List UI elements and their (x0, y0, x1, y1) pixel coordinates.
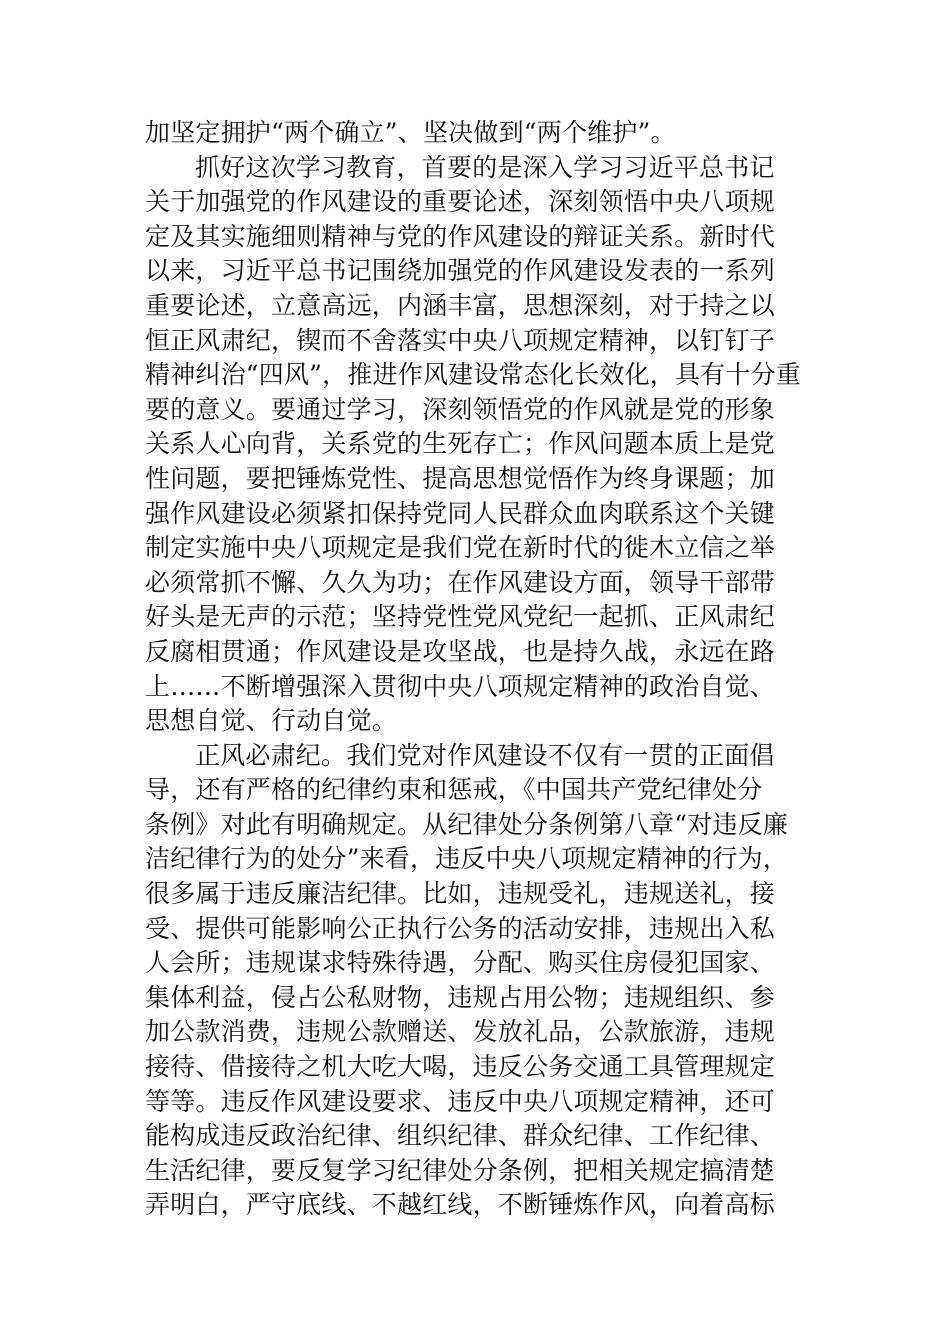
text-line: 重要论述，立意高远，内涵丰富，思想深刻，对于持之以 (145, 290, 776, 320)
text-line: 关系人心向背，关系党的生死存亡；作风问题本质上是党 (145, 429, 776, 459)
text-line: 人会所；违规谋求特殊待遇，分配、购买住房侵犯国家、 (145, 948, 776, 978)
text-line: 反腐相贯通；作风建设是攻坚战，也是持久战，永远在路 (145, 636, 776, 666)
text-line: 制定实施中央八项规定是我们党在新时代的徙木立信之举 (145, 533, 776, 563)
text-line: 很多属于违反廉洁纪律。比如，违规受礼，违规送礼，接 (145, 879, 776, 909)
text-line: 要的意义。要通过学习，深刻领悟党的作风就是党的形象 (145, 394, 776, 424)
text-line: 弄明白，严守底线、不越红线，不断锤炼作风，向着高标 (145, 1190, 776, 1220)
text-line: 生活纪律，要反复学习纪律处分条例，把相关规定搞清楚 (145, 1155, 776, 1185)
text-line: 以来，习近平总书记围绕加强党的作风建设发表的一系列 (145, 256, 776, 286)
text-line: 定及其实施细则精神与党的作风建设的辩证关系。新时代 (145, 221, 776, 251)
text-line: 性问题，要把锤炼党性、提高思想觉悟作为终身课题；加 (145, 463, 776, 493)
text-line-paragraph-end: 思想自觉、行动自觉。 (145, 706, 398, 736)
text-line: 精神纠治“四风”，推进作风建设常态化长效化，具有十分重 (145, 360, 801, 390)
text-line: 能构成违反政治纪律、组织纪律、群众纪律、工作纪律、 (145, 1121, 776, 1151)
text-line: 强作风建设必须紧扣保持党同人民群众血肉联系这个关键 (145, 498, 776, 528)
text-line: 上……不断增强深入贯彻中央八项规定精神的政治自觉、 (145, 671, 776, 701)
text-line: 关于加强党的作风建设的重要论述，深刻领悟中央八项规 (145, 187, 776, 217)
text-line-paragraph-start: 正风必肃纪。我们党对作风建设不仅有一贯的正面倡 (195, 740, 775, 770)
text-line: 导，还有严格的纪律约束和惩戒，《中国共产党纪律处分 (145, 775, 763, 805)
text-line: 恒正风肃纪，锲而不舍落实中央八项规定精神，以钉钉子 (145, 325, 776, 355)
text-line: 必须常抓不懈、久久为功；在作风建设方面，领导干部带 (145, 567, 776, 597)
text-line: 集体利益，侵占公私财物，违规占用公物；违规组织、参 (145, 982, 776, 1012)
text-line-paragraph-end: 加坚定拥护“两个确立”、坚决做到“两个维护”。 (145, 118, 676, 147)
text-line: 等等。违反作风建设要求、违反中央八项规定精神，还可 (145, 1086, 776, 1116)
text-line-paragraph-start: 抓好这次学习教育，首要的是深入学习习近平总书记 (195, 152, 775, 182)
text-line: 加公款消费，违规公款赠送、发放礼品，公款旅游，违规 (145, 1017, 776, 1047)
text-line: 好头是无声的示范；坚持党性党风党纪一起抓、正风肃纪 (145, 602, 776, 632)
text-line: 受、提供可能影响公正执行公务的活动安排，违规出入私 (145, 913, 776, 943)
text-line: 条例》对此有明确规定。从纪律处分条例第八章“对违反廉 (145, 809, 788, 839)
text-line: 洁纪律行为的处分”来看，违反中央八项规定精神的行为， (145, 844, 788, 874)
text-line: 接待、借接待之机大吃大喝，违反公务交通工具管理规定 (145, 1052, 776, 1082)
body-text (145, 116, 810, 1223)
